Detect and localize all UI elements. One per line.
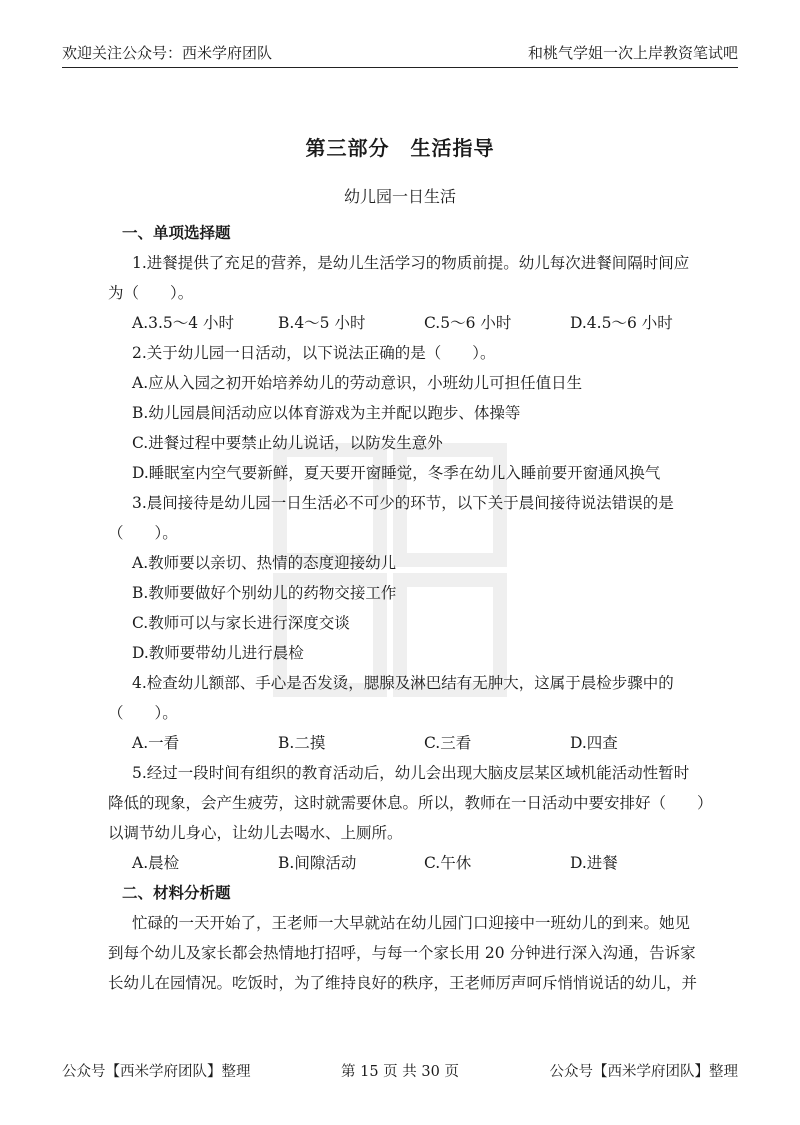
- option-a: A.一看: [132, 734, 180, 752]
- option-b: B.4～5 小时: [278, 314, 366, 332]
- question-2-stem: 2.关于幼儿园一日活动，以下说法正确的是（ ）。: [132, 344, 496, 362]
- question-1-options: [108, 308, 716, 338]
- option-c: C.5～6 小时: [424, 314, 512, 332]
- question-3-line1: 3.晨间接待是幼儿园一日生活必不可少的环节，以下关于晨间接待说法错误的是: [132, 494, 674, 512]
- header-left: 欢迎关注公众号：西米学府团队: [62, 44, 273, 62]
- question-4-line2: （ ）。: [108, 704, 178, 722]
- question-5-line1: 5.经过一段时间有组织的教育活动后，幼儿会出现大脑皮层某区域机能活动性暂时: [132, 764, 690, 782]
- option-c: C.进餐过程中要禁止幼儿说话，以防发生意外: [132, 434, 443, 452]
- option-d: D.四查: [570, 734, 618, 752]
- question-1-line2: 为（ ）。: [108, 284, 194, 302]
- header-right: 和桃气学姐一次上岸教资笔试吧: [527, 44, 738, 62]
- footer-left: 公众号【西米学府团队】整理: [62, 1064, 251, 1080]
- question-5-options: [108, 848, 716, 878]
- option-b: B.二摸: [278, 734, 326, 752]
- question-4-line1: 4.检查幼儿额部、手心是否发烫，腮腺及淋巴结有无肿大，这属于晨检步骤中的: [132, 674, 674, 692]
- page-footer: [62, 1060, 738, 1081]
- material-line2: 到每个幼儿及家长都会热情地打招呼，与每一个家长用 20 分钟进行深入沟通，告诉家: [108, 944, 696, 962]
- option-b: B.间隙活动: [278, 854, 357, 872]
- page-header: [62, 40, 738, 68]
- option-d: D.4.5～6 小时: [570, 314, 673, 332]
- question-4-options: [108, 728, 716, 758]
- option-c: C.教师可以与家长进行深度交谈: [132, 614, 350, 632]
- option-b: B.幼儿园晨间活动应以体育游戏为主并配以跑步、体操等: [132, 404, 521, 422]
- question-3-line2: （ ）。: [108, 524, 178, 542]
- material-line3: 长幼儿在园情况。吃饭时，为了维持良好的秩序，王老师厉声呵斥悄悄说话的幼儿，并: [108, 974, 698, 992]
- option-a: A.教师要以亲切、热情的态度迎接幼儿: [132, 554, 397, 572]
- page-subtitle: 幼儿园一日生活: [343, 187, 456, 206]
- question-5-line2: 降低的现象，会产生疲劳，这时就需要休息。所以，教师在一日活动中要安排好（ ）: [108, 794, 713, 812]
- option-c: C.三看: [424, 734, 472, 752]
- document-body: [108, 218, 716, 998]
- material-line1: 忙碌的一天开始了，王老师一大早就站在幼儿园门口迎接中一班幼儿的到来。她见: [132, 914, 691, 932]
- option-d: D.睡眠室内空气要新鲜，夏天要开窗睡觉，冬季在幼儿入睡前要开窗通风换气: [132, 464, 661, 482]
- option-d: D.教师要带幼儿进行晨检: [132, 644, 304, 662]
- section-heading: 一、单项选择题: [122, 223, 231, 242]
- page-title: 第三部分 生活指导: [305, 136, 495, 160]
- page-number: 第 15 页 共 30 页: [341, 1064, 459, 1080]
- question-1-line1: 1.进餐提供了充足的营养，是幼儿生活学习的物质前提。幼儿每次进餐间隔时间应: [132, 254, 690, 272]
- question-5-line3: 以调节幼儿身心，让幼儿去喝水、上厕所。: [108, 824, 403, 842]
- option-a: A.应从入园之初开始培养幼儿的劳动意识，小班幼儿可担任值日生: [132, 374, 583, 392]
- option-d: D.进餐: [570, 854, 618, 872]
- option-c: C.午休: [424, 854, 472, 872]
- footer-right: 公众号【西米学府团队】整理: [549, 1064, 738, 1080]
- option-b: B.教师要做好个别幼儿的药物交接工作: [132, 584, 397, 602]
- section-heading: 二、材料分析题: [122, 883, 231, 902]
- option-a: A.3.5～4 小时: [132, 314, 235, 332]
- option-a: A.晨检: [132, 854, 180, 872]
